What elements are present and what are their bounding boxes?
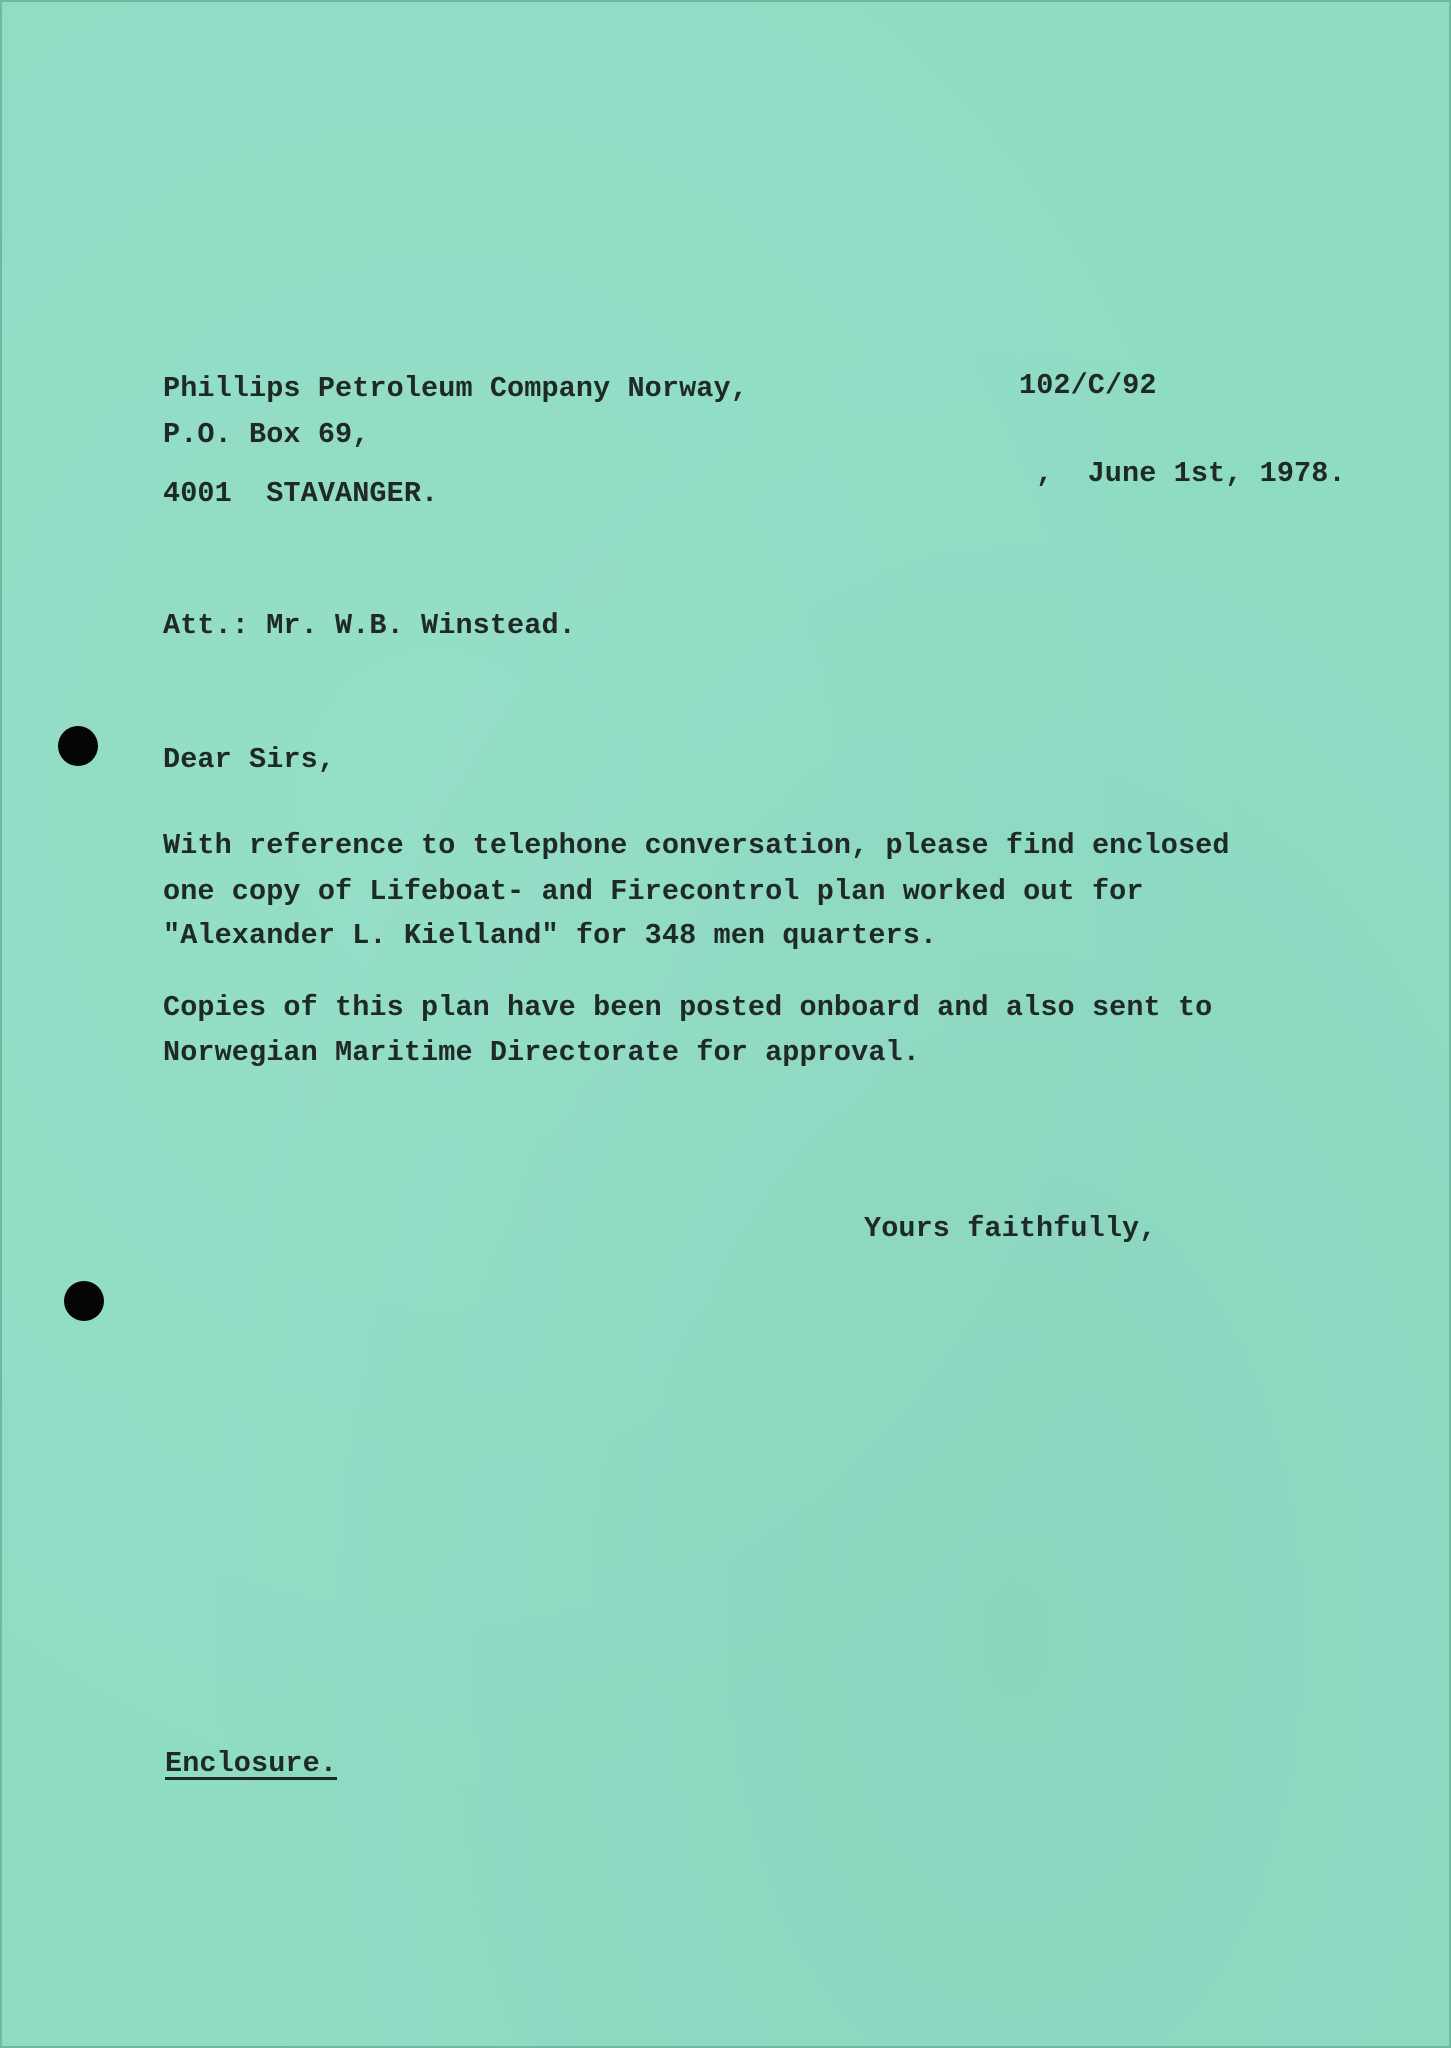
enclosure-label: Enclosure. <box>165 1747 338 1780</box>
recipient-company: Phillips Petroleum Company Norway, <box>163 372 748 405</box>
recipient-city: 4001 STAVANGER. <box>163 477 439 510</box>
body-line: With reference to telephone conversation, please find enclosed <box>163 829 1230 862</box>
body-line: Copies of this plan have been posted onboard and also sent to <box>163 991 1213 1024</box>
salutation: Dear Sirs, <box>163 743 336 776</box>
body-line: one copy of Lifeboat- and Firecontrol plan worked out for <box>163 875 1144 908</box>
closing: Yours faithfully, <box>864 1212 1157 1245</box>
punch-hole <box>58 726 98 766</box>
reference-number: 102/C/92 <box>1019 369 1157 402</box>
attention-line: Att.: Mr. W.B. Winstead. <box>163 609 576 642</box>
body-line: "Alexander L. Kielland" for 348 men quarters. <box>163 919 938 952</box>
body-line: Norwegian Maritime Directorate for approval. <box>163 1036 920 1069</box>
punch-hole <box>64 1281 104 1321</box>
recipient-box: P.O. Box 69, <box>163 418 370 451</box>
letter-date: , June 1st, 1978. <box>1036 457 1346 490</box>
